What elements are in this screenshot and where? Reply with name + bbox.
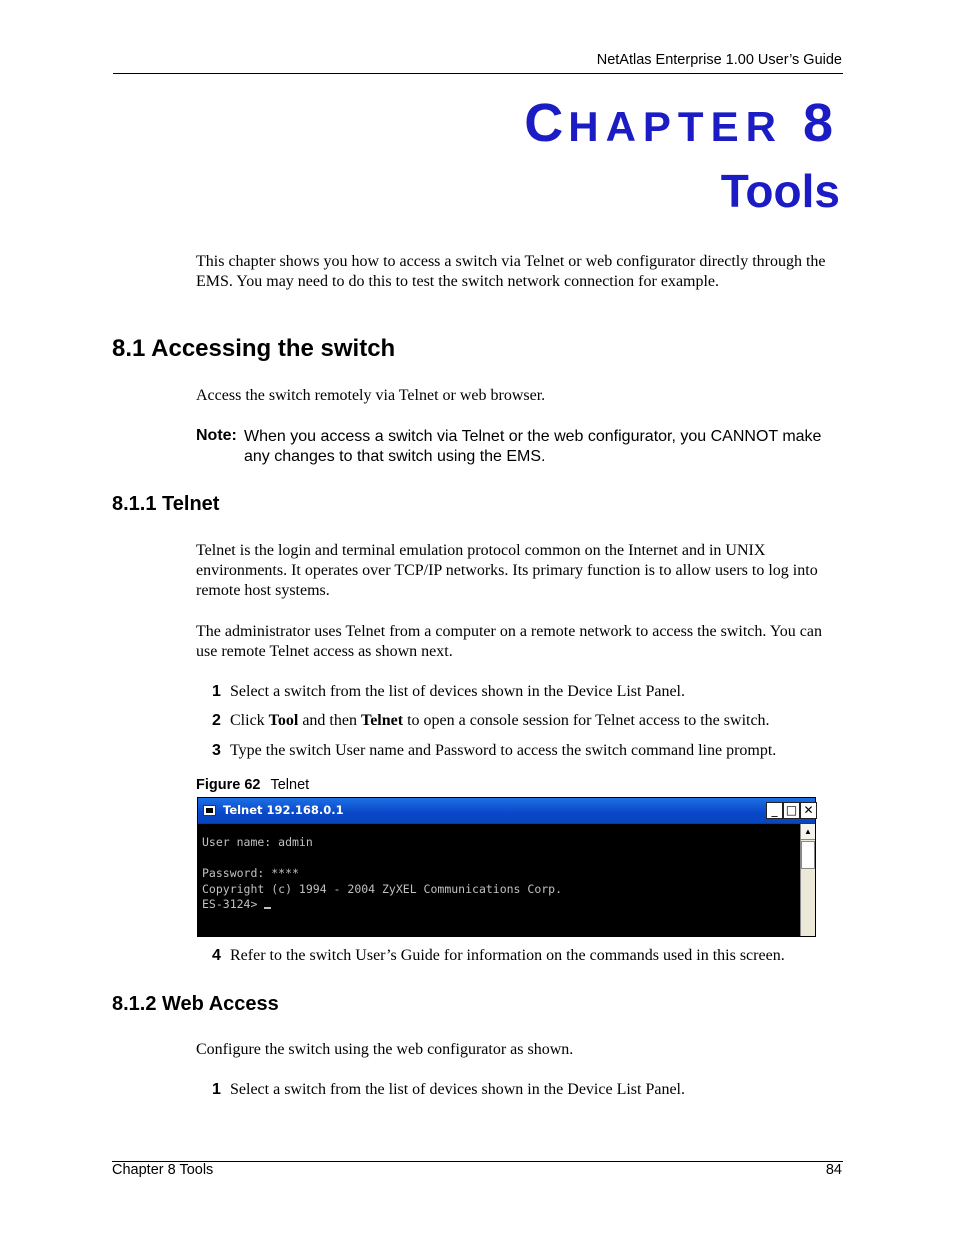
console-line-blank: [202, 851, 799, 867]
console-prompt: ES-3124>: [202, 897, 265, 911]
figure-title: Telnet: [270, 777, 310, 793]
section-heading-8-1: 8.1 Accessing the switch: [112, 335, 396, 362]
telnet-step-4: [212, 947, 785, 965]
section-heading-8-1-2: 8.1.2 Web Access: [112, 993, 279, 1015]
chapter-heading: [524, 93, 838, 153]
telnet-paragraph-1: Telnet is the login and terminal emulation protocol common on the Internet and in UNIX environments. It operates over TCP/IP networks. Its primary function is to allow users to log into remote host systems.: [196, 542, 818, 599]
telnet-window: [197, 797, 816, 937]
running-header: NetAtlas Enterprise 1.00 User’s Guide: [596, 52, 842, 68]
chapter-number: 8: [802, 93, 838, 153]
chapter-word-rest: HAPTER: [568, 103, 783, 150]
console-line-copyright: Copyright (c) 1994 - 2004 ZyXEL Communications Corp.: [202, 881, 563, 896]
step-text: Type the switch User name and Password to access the switch command line prompt.: [230, 742, 777, 759]
scroll-thumb[interactable]: [801, 841, 815, 869]
step-text-bold-tool: Tool: [268, 712, 299, 729]
console-line-username: User name: admin: [202, 835, 313, 849]
footer-rule: [112, 1161, 843, 1162]
header-rule: [113, 73, 843, 74]
console-app-icon: [203, 805, 216, 816]
step-text-post: to open a console session for Telnet access to the switch.: [403, 712, 770, 729]
vertical-scrollbar[interactable]: [800, 824, 815, 936]
intro-paragraph: This chapter shows you how to access a switch via Telnet or web configurator directly through the EMS. You may need to do this to test the switch network connection for example.: [196, 253, 826, 290]
scroll-up-icon[interactable]: ▲: [801, 824, 815, 840]
telnet-paragraph-2: The administrator uses Telnet from a computer on a remote network to access the switch. You can use remote Telnet access as shown next.: [196, 623, 822, 660]
telnet-window-title: Telnet 192.168.0.1: [223, 803, 344, 817]
telnet-step-3: [212, 742, 776, 760]
step-text-pre: Click: [230, 712, 269, 729]
console-line-password: Password: ****: [202, 866, 299, 880]
figure-caption: [196, 777, 309, 793]
section-heading-8-1-1: 8.1.1 Telnet: [112, 493, 220, 515]
footer-chapter: Chapter 8 Tools: [112, 1162, 214, 1178]
step-number: 2: [212, 712, 221, 729]
step-text: Select a switch from the list of devices shown in the Device List Panel.: [230, 1081, 685, 1098]
note-label: Note:: [196, 427, 237, 444]
telnet-step-1: [212, 683, 685, 701]
step-text-mid: and then: [298, 712, 361, 729]
chapter-number-spacer: [783, 93, 803, 153]
maximize-button[interactable]: □: [783, 802, 800, 819]
step-number: 3: [212, 742, 221, 759]
console-cursor: [264, 907, 271, 909]
step-text: Select a switch from the list of devices shown in the Device List Panel.: [230, 683, 685, 700]
step-number: 1: [212, 1081, 221, 1098]
telnet-step-2: [212, 712, 770, 730]
web-step-1: [212, 1081, 685, 1099]
figure-label: Figure 62: [196, 777, 261, 793]
web-access-text: Configure the switch using the web configurator as shown.: [196, 1041, 574, 1058]
chapter-word-first: C: [524, 93, 569, 153]
step-number: 4: [212, 947, 221, 964]
page-number: 84: [825, 1162, 842, 1178]
step-text-bold-telnet: Telnet: [360, 712, 404, 729]
telnet-console[interactable]: [198, 824, 799, 936]
step-text: Refer to the switch User’s Guide for information on the commands used in this screen.: [230, 947, 785, 964]
section-8-1-text: Access the switch remotely via Telnet or web browser.: [196, 387, 546, 404]
minimize-button[interactable]: _: [766, 802, 783, 819]
note-text: When you access a switch via Telnet or the web configurator, you CANNOT make any changes to that switch using the EMS.: [244, 428, 822, 465]
console-line-prompt: [202, 897, 799, 913]
telnet-titlebar[interactable]: [198, 798, 815, 824]
step-number: 1: [212, 683, 221, 700]
chapter-title: Tools: [720, 165, 840, 217]
close-button[interactable]: ✕: [800, 802, 817, 819]
